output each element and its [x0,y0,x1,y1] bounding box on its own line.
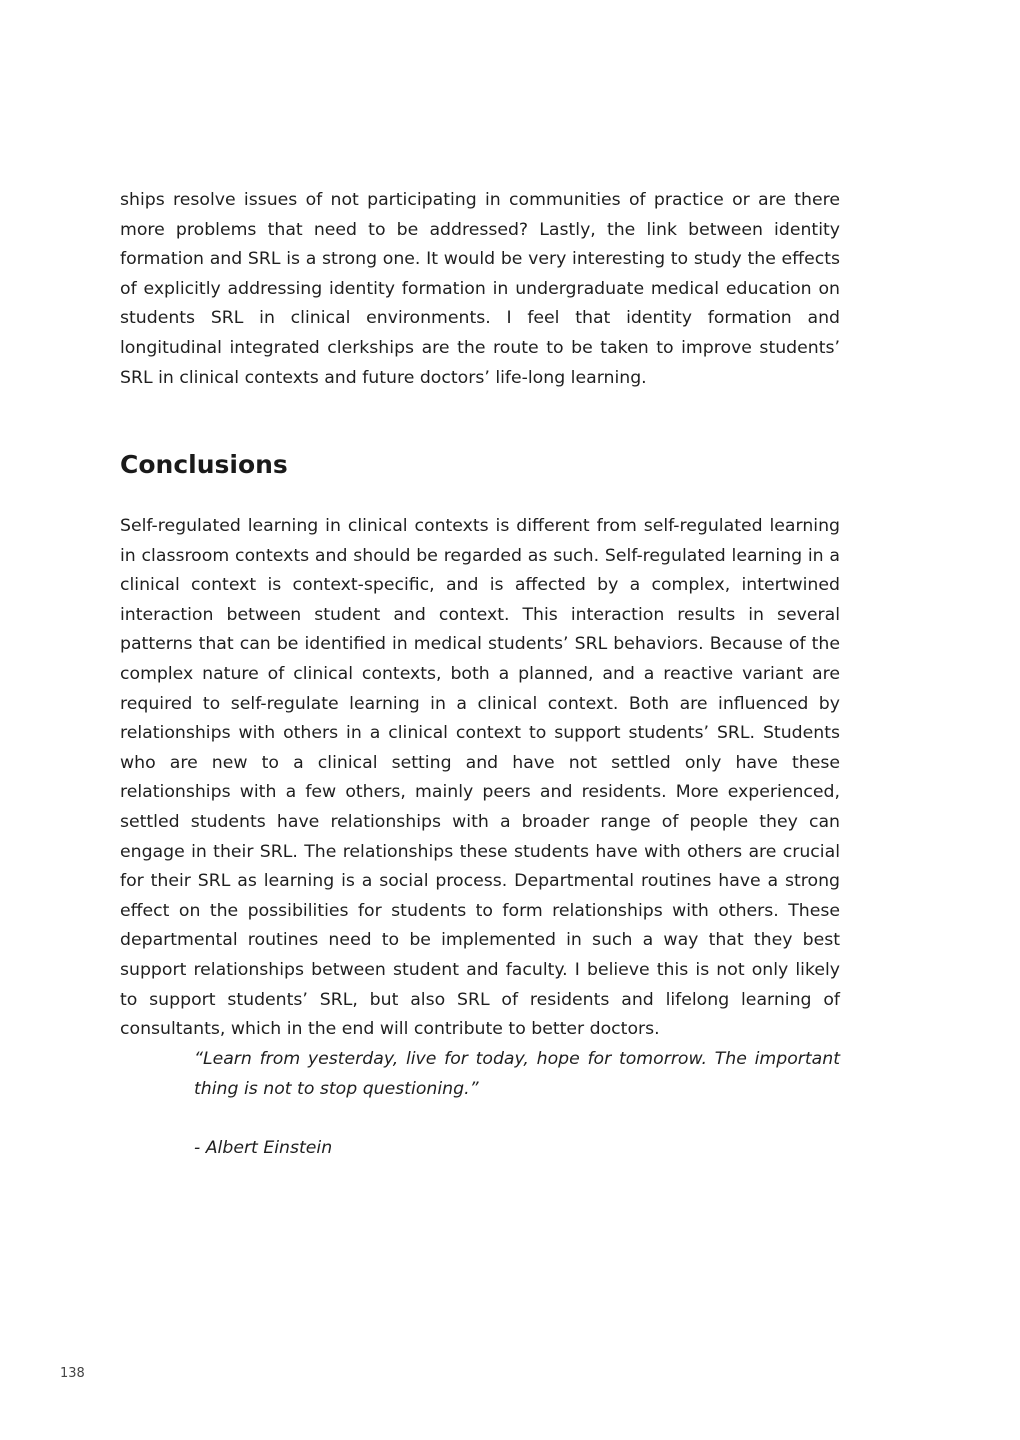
conclusions-paragraph: Self-regulated learning in clinical contexts is different from self-regulated learning in classroom contexts and should be regarded as such. Self-regulated learning in a clinical context is context-specific, and is affected by a complex, intertwined interaction between student and context. This interaction results in several patterns that can be identified in medical students’ SRL behaviors. Because of the complex nature of clinical contexts, both a planned, and a reactive variant are required to self-regulate learning in a clinical context. Both are influenced by relationships with others in a clinical context to support students’ SRL. Students who are new to a clinical setting and have not settled only have these relationships with a few others, mainly peers and residents. More experienced, settled students have relationships with a broader range of people they can engage in their SRL. The relationships these students have with others are crucial for their SRL as learning is a social process. Departmental routines have a strong effect on the possibilities for students to form relationships with others. These departmental routines need to be implemented in such a way that they best support relationships between student and faculty. I believe this is not only likely to support students’ SRL, but also SRL of residents and lifelong learning of consultants, which in the end will contribute to better doctors. [120,516,840,1040]
page-number: 138 [60,1366,85,1381]
quote-text: “Learn from yesterday, live for today, hope for tomorrow. The important thing is not to stop questioning.” [194,1049,840,1099]
section-heading: Conclusions [120,450,288,479]
continued-paragraph: ships resolve issues of not participating in communities of practice or are there more problems that need to be addressed? Lastly, the link between identity formation and SRL is a strong one. It would be very interesting to study the effects of explicitly addressing identity formation in undergraduate medical education on students SRL in clinical environments. I feel that identity formation and longitudinal integrated clerkships are the route to be taken to improve students’ SRL in clinical contexts and future doctors’ life-long learning. [120,190,840,388]
quote-author: - Albert Einstein [194,1138,333,1158]
